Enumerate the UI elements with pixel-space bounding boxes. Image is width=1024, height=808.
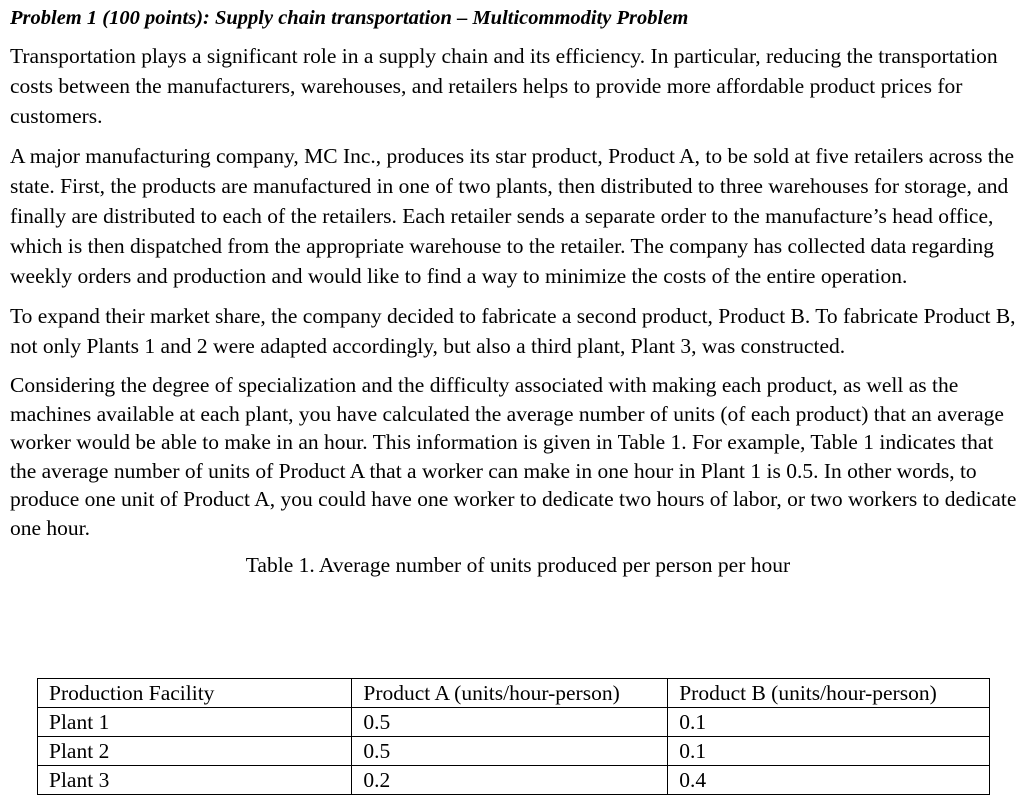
document-page bbox=[10, 6, 1018, 588]
paragraph-company: A major manufacturing company, MC Inc., produces its star product, Product A, to be sold at five retailers across the state. First, the products are manufactured in one of two plants, then distributed to three warehouses for storage, and finally are distributed to each of the retailers. Each retailer sends a separate order to the manufacture’s head office, which is then dispatched from the appropriate warehouse to the retailer. The company has collected data regarding weekly orders and production and would like to find a way to minimize the costs of the entire operation. bbox=[10, 144, 1015, 288]
table-header-row bbox=[38, 679, 990, 708]
table-row bbox=[38, 708, 990, 737]
cell-product-a: 0.5 bbox=[352, 708, 668, 737]
table-row bbox=[38, 766, 990, 795]
problem-heading: Problem 1 (100 points): Supply chain transportation – Multicommodity Problem bbox=[10, 7, 689, 29]
cell-product-b: 0.1 bbox=[668, 708, 990, 737]
cell-facility: Plant 3 bbox=[38, 766, 352, 795]
cell-product-b: 0.4 bbox=[668, 766, 990, 795]
header-production-facility: Production Facility bbox=[38, 679, 352, 708]
cell-facility: Plant 1 bbox=[38, 708, 352, 737]
paragraph-product-b: To expand their market share, the company decided to fabricate a second product, Product B. To fabricate Product B, not only Plants 1 and 2 were adapted accordingly, but also a third plant, Plant 3, was constructed. bbox=[10, 304, 1016, 358]
production-table bbox=[37, 678, 990, 795]
cell-product-b: 0.1 bbox=[668, 737, 990, 766]
cell-product-a: 0.5 bbox=[352, 737, 668, 766]
header-product-b: Product B (units/hour-person) bbox=[668, 679, 990, 708]
table-row bbox=[38, 737, 990, 766]
cell-facility: Plant 2 bbox=[38, 737, 352, 766]
paragraph-intro: Transportation plays a significant role in a supply chain and its efficiency. In particular, reducing the transportation costs between the manufacturers, warehouses, and retailers helps to provide more affordable product prices for customers. bbox=[10, 44, 998, 128]
header-product-a: Product A (units/hour-person) bbox=[352, 679, 668, 708]
cell-product-a: 0.2 bbox=[352, 766, 668, 795]
paragraph-productivity: Considering the degree of specialization and the difficulty associated with making each product, as well as the machines available at each plant, you have calculated the average number of units (of each product) that an average worker would be able to make in an hour. This information is given in Table 1. For example, Table 1 indicates that the average number of units of Product A that a worker can make in one hour in Plant 1 is 0.5. In other words, to produce one unit of Product A, you could have one worker to dedicate two hours of labor, or two workers to dedicate one hour. bbox=[10, 373, 1017, 540]
table-caption: Table 1. Average number of units produced per person per hour bbox=[245, 553, 791, 577]
